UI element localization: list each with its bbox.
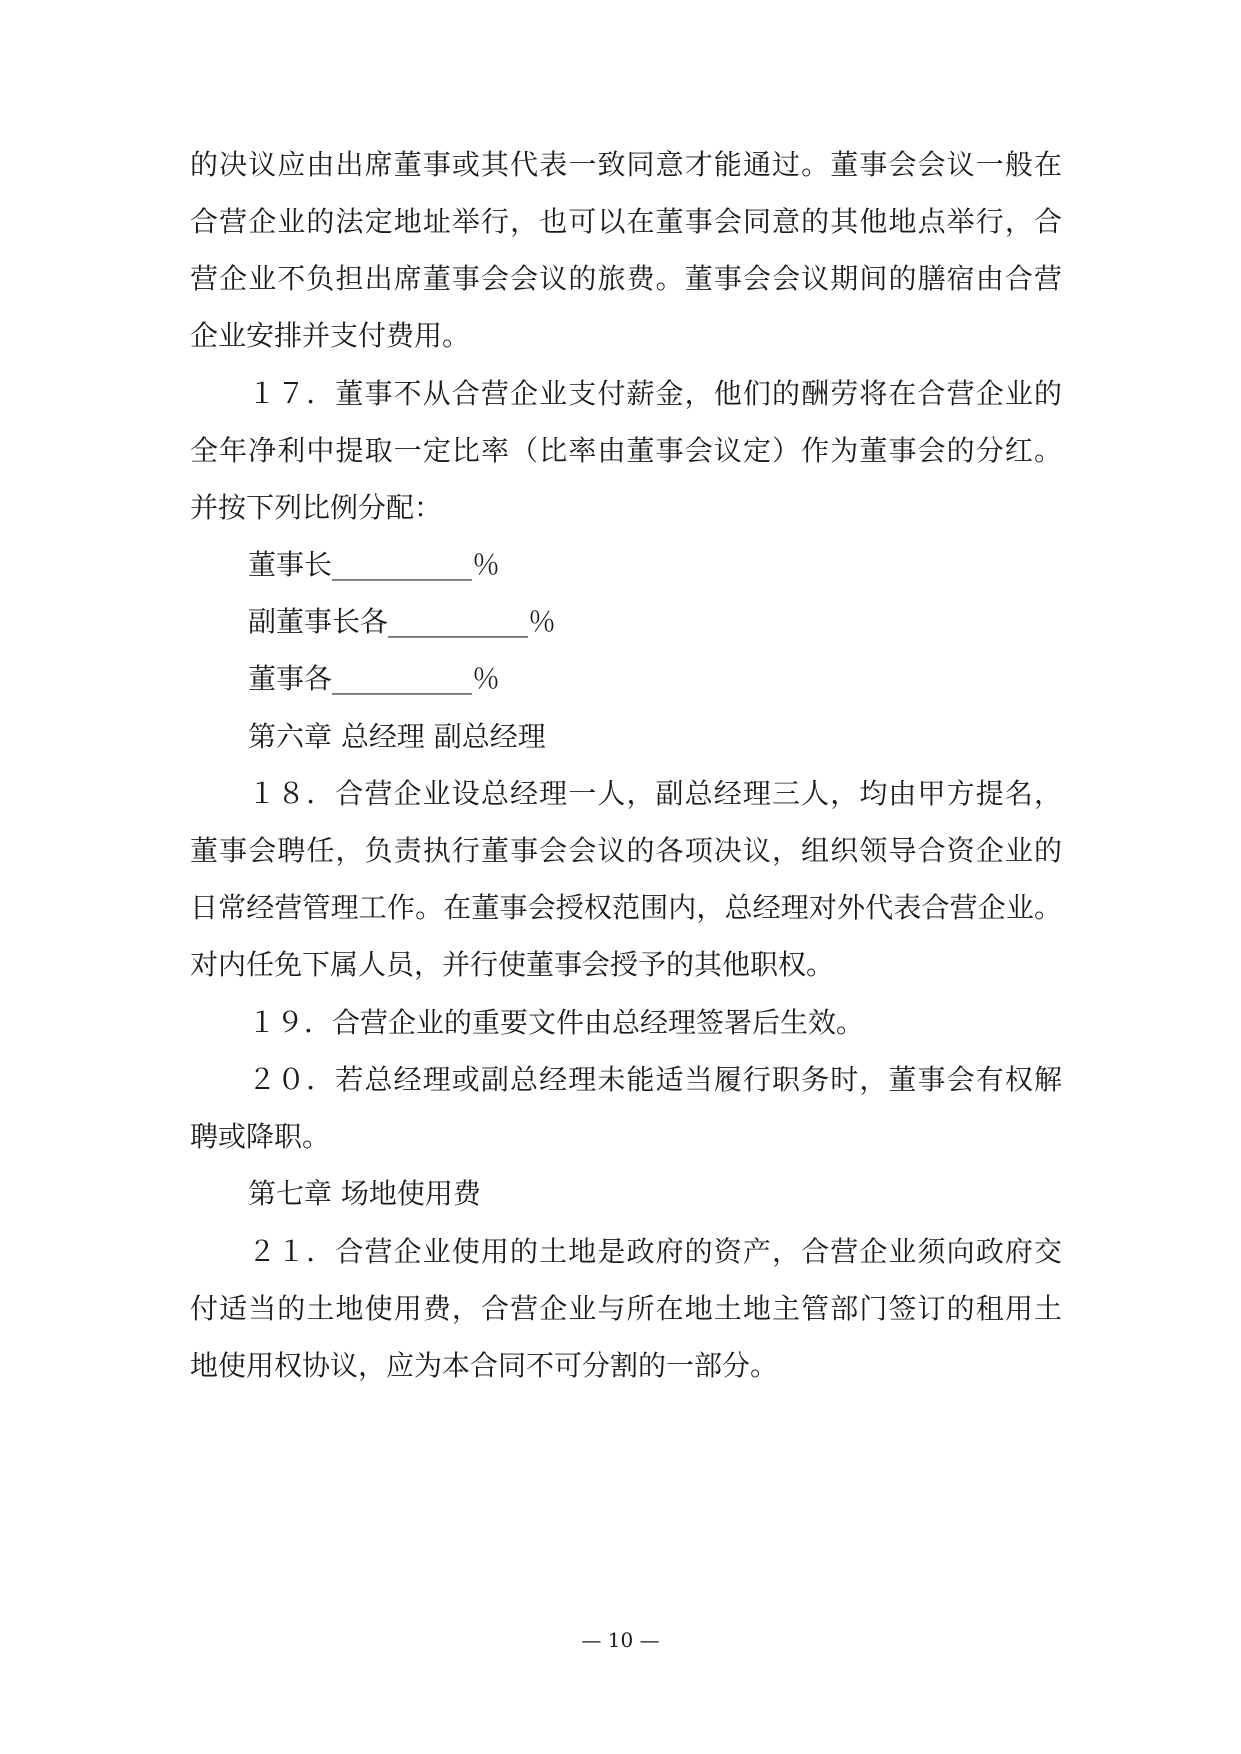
chapter-6-heading: 第六章 总经理 副总经理 <box>248 720 546 753</box>
allocation-vice-chairman: 副董事长各__________％ <box>248 605 557 638</box>
text-line: 企业安排并支付费用。 <box>190 319 471 352</box>
text-line: 董事会聘任，负责执行董事会会议的各项决议，组织领导合资企业的 <box>190 834 1062 867</box>
text-line: 日常经营管理工作。在董事会授权范围内，总经理对外代表合营企业。 <box>190 891 1062 924</box>
text-line: 地使用权协议，应为本合同不可分割的一部分。 <box>190 1349 779 1382</box>
article-19: １９．合营企业的重要文件由总经理签署后生效。 <box>248 1006 865 1039</box>
text-line: 营企业不负担出席董事会会议的旅费。董事会会议期间的膳宿由合营 <box>190 262 1062 295</box>
text-line: 并按下列比例分配： <box>190 491 443 524</box>
chapter-7-heading: 第七章 场地使用费 <box>248 1177 481 1210</box>
text-line: 聘或降职。 <box>190 1120 331 1153</box>
text-line: 付适当的土地使用费，合营企业与所在地土地主管部门签订的租用土 <box>190 1292 1062 1325</box>
text-line: 的决议应由出席董事或其代表一致同意才能通过。董事会会议一般在 <box>190 148 1062 181</box>
text-line: 合营企业的法定地址举行，也可以在董事会同意的其他地点举行，合 <box>190 205 1062 238</box>
page-number: — 10 — <box>581 1628 660 1652</box>
allocation-director: 董事各__________％ <box>248 662 501 695</box>
text-line: 对内任免下属人员，并行使董事会授予的其他职权。 <box>190 948 835 981</box>
article-17-start: １７．董事不从合营企业支付薪金，他们的酬劳将在合营企业的 <box>248 377 1062 410</box>
article-21-start: ２１．合营企业使用的土地是政府的资产，合营企业须向政府交 <box>248 1235 1062 1268</box>
allocation-chairman: 董事长__________％ <box>248 548 501 581</box>
article-20-start: ２０．若总经理或副总经理未能适当履行职务时，董事会有权解 <box>248 1063 1062 1096</box>
article-18-start: １８．合营企业设总经理一人，副总经理三人，均由甲方提名， <box>248 777 1062 810</box>
text-line: 全年净利中提取一定比率（比率由董事会议定）作为董事会的分红。 <box>190 434 1062 467</box>
